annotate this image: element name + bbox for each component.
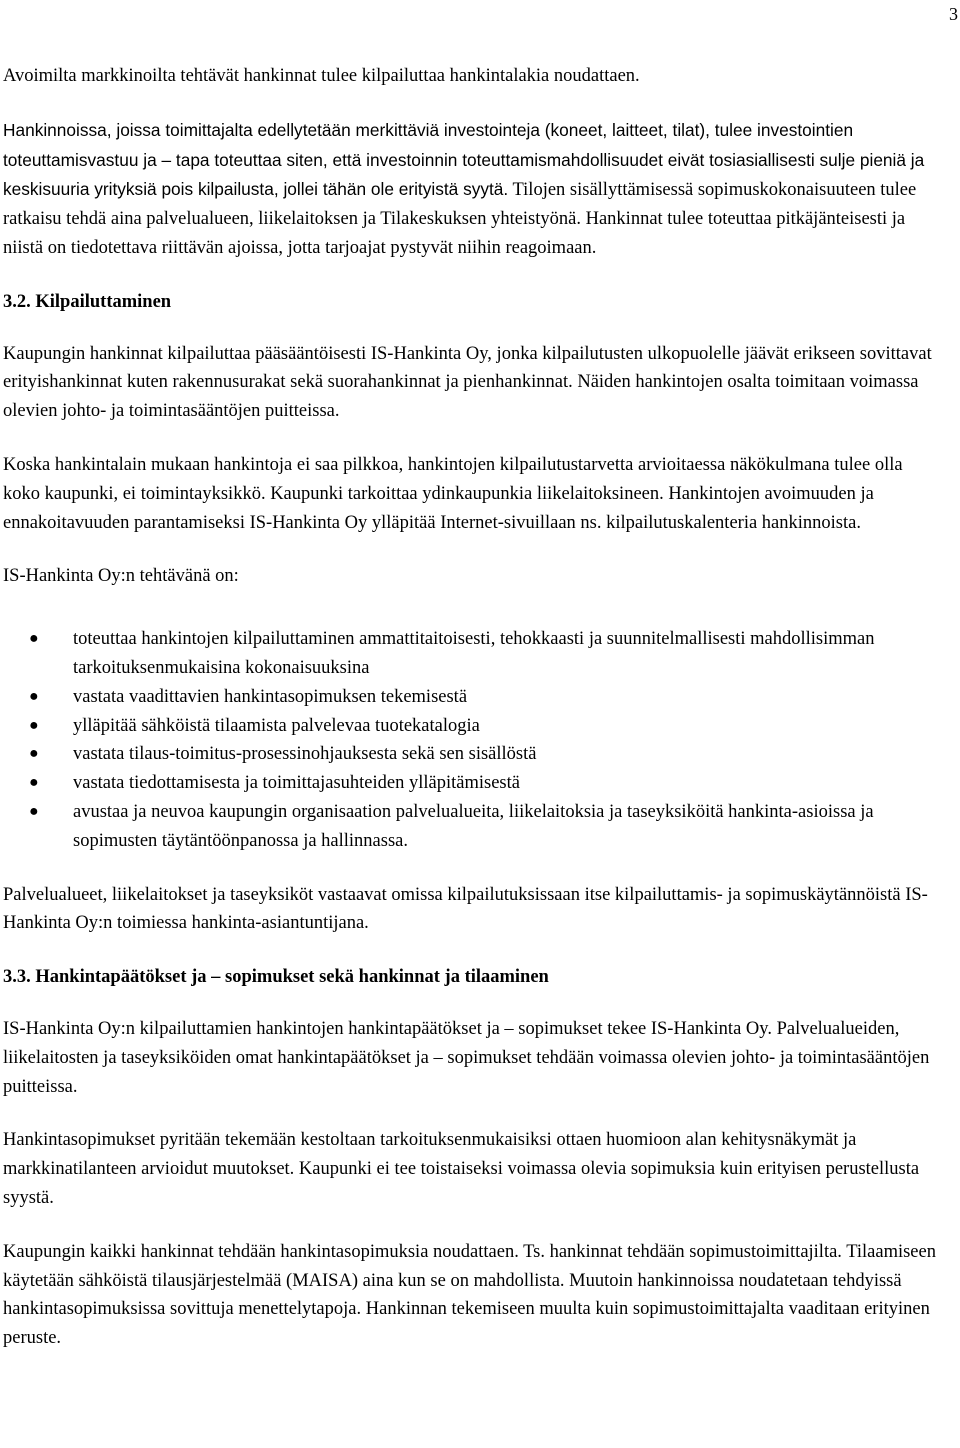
document-body (3, 62, 943, 1353)
paragraph-maisa: Kaupungin kaikki hankinnat tehdään hankintasopimuksia noudattaen. Ts. hankinnat tehdään sopimustoimittajilta. Tilaamiseen käytetään sähköistä tilausjärjestelmää (MAISA) aina kun se on mahdollista. Muutoin hankinnoissa noudatetaan tehdyissä hankintasopimuksissa sovittuja menettelytapoja. Hankinnan tekemiseen muulta kuin sopimustoimittajalta vaaditaan erityinen peruste. (3, 1241, 936, 1349)
list-item: ● ylläpitää sähköistä tilaamista palvelevaa tuotekatalogia (3, 712, 943, 741)
tasks-intro: IS-Hankinta Oy:n tehtävänä on: (3, 566, 239, 587)
paragraph-splitting: Koska hankintalain mukaan hankintoja ei saa pilkkoa, hankintojen kilpailutustarvetta arvioitaessa näkökulmana tulee olla koko kaupunki, ei toimintayksikkö. Kaupunki tarkoittaa ydinkaupunkia liikelaitoksineen. Hankintojen avoimuuden ja ennakoitavuuden parantamiseksi IS-Hankinta Oy ylläpitää Internet-sivuillaan ns. kilpailutuskalenteria hankinnoista. (3, 454, 903, 533)
section-heading-3-2: 3.2. Kilpailuttaminen (3, 291, 172, 312)
list-item: ● toteuttaa hankintojen kilpailuttaminen ammattitaitoisesti, tehokkaasti ja suunnitelmallisesti mahdollisimman tarkoituksenmukaisina kokonaisuuksina (3, 625, 943, 683)
bullet-icon: ● (29, 630, 39, 648)
paragraph-city-procurement: Kaupungin hankinnat kilpailuttaa pääsääntöisesti IS-Hankinta Oy, jonka kilpailutusten ulkopuolelle jäävät erikseen sovittavat erityishankinnat kuten rakennusurakat sekä suorahankinnat ja pienhankinnat. Näiden hankintojen osalta toimitaan voimassa olevien johto- ja toimintasääntöjen puitteissa. (3, 343, 932, 422)
bullet-icon: ● (29, 802, 39, 820)
bullet-icon: ● (29, 745, 39, 763)
section-heading-3-3: 3.3. Hankintapäätökset ja – sopimukset sekä hankinnat ja tilaaminen (3, 967, 549, 988)
list-item: ● vastata tilaus-toimitus-prosessinohjauksesta sekä sen sisällöstä (3, 740, 943, 769)
list-item: ● avustaa ja neuvoa kaupungin organisaation palvelualueita, liikelaitoksia ja taseyksiköitä hankinta-asioissa ja sopimusten täytäntöönpanossa ja hallinnassa. (3, 798, 943, 856)
bullet-icon: ● (29, 774, 39, 792)
paragraph-contracts: Hankintasopimukset pyritään tekemään kestoltaan tarkoituksenmukaisiksi ottaen huomioon alan kehitysnäkymät ja markkinatilanteen arvioidut muutokset. Kaupunki ei tee toistaiseksi voimassa olevia sopimuksia kuin erityisen perustellusta syystä. (3, 1130, 920, 1208)
list-item: ● vastata vaadittavien hankintasopimuksen tekemisestä (3, 683, 943, 712)
list-item: ● vastata tiedottamisesta ja toimittajasuhteiden ylläpitämisestä (3, 769, 943, 798)
paragraph-decisions: IS-Hankinta Oy:n kilpailuttamien hankintojen hankintapäätökset ja – sopimukset tekee IS-Hankinta Oy. Palvelualueiden, liikelaitosten ja taseyksiköiden omat hankintapäätökset ja – sopimukset tehdään voimassa olevien johto- ja toimintasääntöjen puitteissa. (3, 1018, 930, 1097)
paragraph-intro: Avoimilta markkinoilta tehtävät hankinnat tulee kilpailuttaa hankintalakia noudattaen. (3, 66, 640, 86)
paragraph-investments-part-c: Hankinnat tulee toteuttaa pitkäjänteisesti ja niistä on tiedotettava riittävän ajoissa, jotta tarjoajat pystyvät niihin reagoimaan. (3, 209, 906, 258)
bullet-icon: ● (29, 687, 39, 705)
page-number: 3 (949, 4, 958, 24)
bullet-icon: ● (29, 716, 39, 734)
paragraph-units: Palvelualueet, liikelaitokset ja taseyksiköt vastaavat omissa kilpailutuksissaan itse kilpailuttamis- ja sopimuskäytännöistä IS-Hankinta Oy:n toimiessa hankinta-asiantuntijana. (3, 884, 928, 934)
paragraph-investments-part-b: Tilojen sisällyttämisessä sopimuskokonaisuuteen tulee ratkaisu tehdä aina palvelualueen, liikelaitoksen ja Tilakeskuksen yhteistyönä. (3, 180, 917, 230)
tasks-list (3, 625, 943, 855)
paragraph-investments (3, 116, 943, 263)
paragraph-investments-part-a: Hankinnoissa, joissa toimittajalta edellytetään merkittäviä investointeja (koneet, laitteet, tilat), tulee investointien toteuttamisvastuu ja – tapa toteuttaa siten, että investoinnin toteuttamismahdollisuudet eivät tosiasiallisesti sulje pieniä ja keskisuuria yrityksiä pois kilpailusta, jollei tähän ole erityistä syytä. (3, 119, 925, 200)
